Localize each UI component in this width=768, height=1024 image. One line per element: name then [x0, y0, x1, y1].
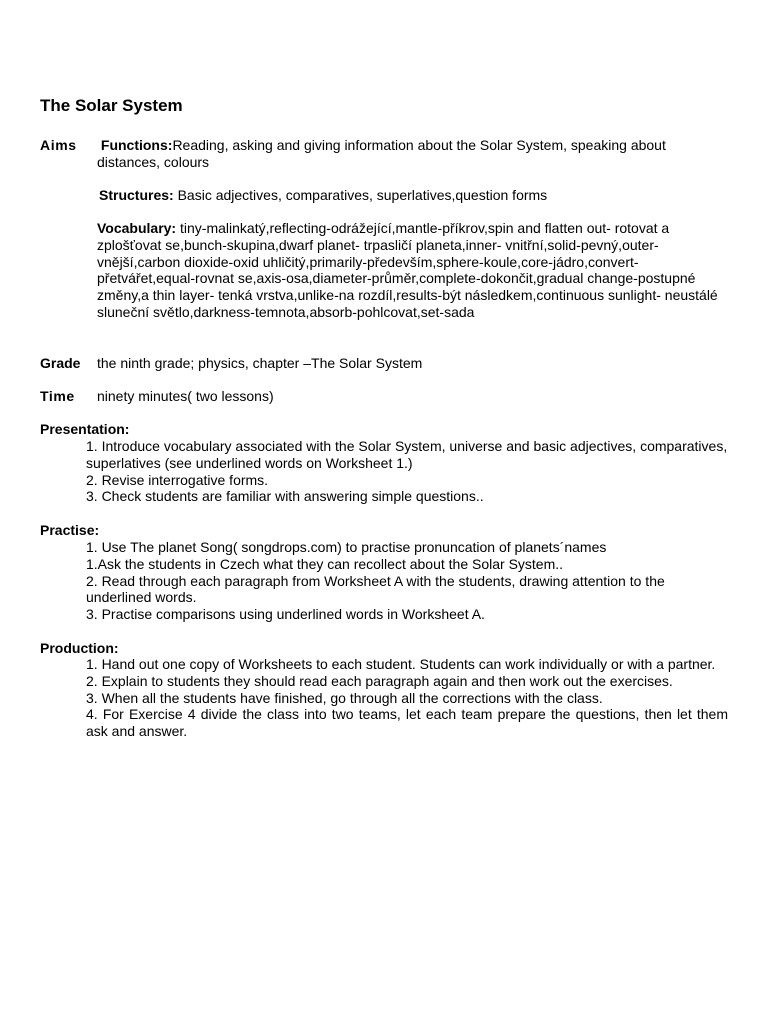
time-text: ninety minutes( two lessons) — [97, 388, 274, 404]
functions-paragraph — [97, 137, 723, 171]
practise-heading: Practise: — [40, 522, 100, 538]
vocabulary-paragraph — [97, 220, 727, 321]
list-item: 1.Ask the students in Czech what they can recollect about the Solar System.. — [86, 555, 564, 572]
list-item: 2. Revise interrogative forms. — [86, 471, 269, 488]
functions-label: Functions: — [100, 137, 173, 153]
production-list — [86, 656, 728, 740]
list-item: 2. Explain to students they should read each paragraph again and then work out the exercises. — [86, 672, 673, 689]
list-item: 1. Hand out one copy of Worksheets to each student. Students can work individually or with a partner. — [86, 656, 716, 672]
list-item: 1. Use The planet Song( songdrops.com) to practise pronuncation of planets´names — [86, 539, 607, 555]
grade-label: Grade — [40, 355, 81, 371]
presentation-heading: Presentation: — [40, 421, 130, 437]
structures-text: Basic adjectives, comparatives, superlatives,question forms — [177, 187, 548, 203]
presentation-list — [86, 438, 728, 505]
time-label: Time — [40, 388, 75, 404]
list-item: 1. Introduce vocabulary associated with the Solar System, universe and basic adjectives, comparatives, superlatives (see underlined words on Worksheet 1.) — [86, 438, 728, 471]
production-heading: Production: — [40, 640, 119, 656]
page-title: The Solar System — [40, 96, 183, 115]
structures-paragraph — [99, 187, 725, 204]
vocabulary-text: tiny-malinkatý,reflecting-odrážející,mantle-příkrov,spin and flatten out- rotovat a zplošťovat se,bunch-skupina,dwarf planet- trpasličí planeta,inner- vnitřní,solid-pevný,outer-vnější,carbon dioxide-oxid uhličitý,primarily-především,sphere-koule,core-jádro,convert-přetvářet,equal-rovnat se,axis-osa,diameter-průměr,complete-dokončit,gradual change-postupné změny,a thin layer- tenká vrstva,unlike-na rozdíl,results-být následkem,continuous sunlight- neustálé sluneční světlo,darkness-temnota,absorb-pohlcovat,set-sada — [97, 220, 718, 320]
practise-list — [86, 539, 728, 623]
grade-text: the ninth grade; physics, chapter –The Solar System — [97, 355, 423, 371]
vocabulary-label: Vocabulary: — [97, 220, 177, 236]
list-item: 3. Practise comparisons using underlined words in Worksheet A. — [86, 606, 485, 623]
aims-label: Aims — [40, 137, 77, 153]
list-item: 3. Check students are familiar with answering simple questions.. — [86, 488, 484, 505]
list-item: 2. Read through each paragraph from Worksheet A with the students, drawing attention to the underlined words. — [86, 572, 665, 606]
list-item: 3. When all the students have finished, go through all the corrections with the class. — [86, 689, 603, 706]
structures-label: Structures: — [99, 187, 174, 203]
functions-text: Reading, asking and giving information about the Solar System, speaking about distances, colours — [97, 137, 666, 170]
list-item: 4. For Exercise 4 divide the class into two teams, let each team prepare the questions, then let them ask and answer. — [86, 706, 728, 740]
